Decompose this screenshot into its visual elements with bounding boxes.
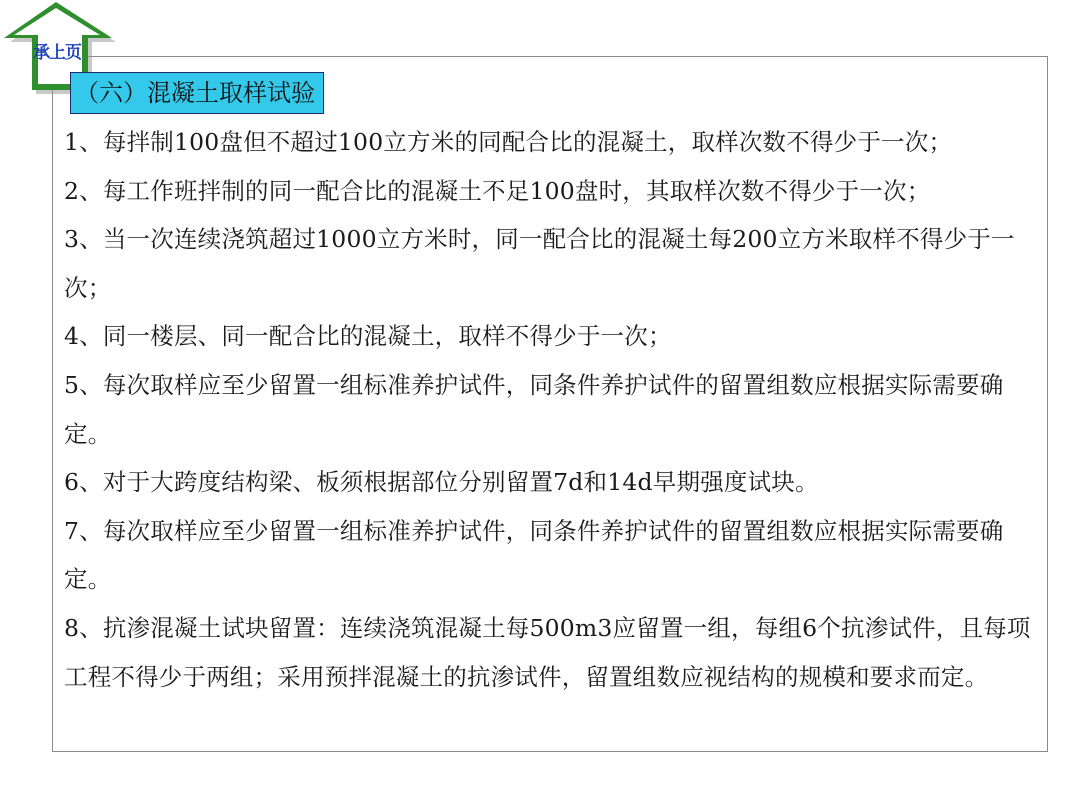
- item-list: [64, 118, 1044, 701]
- prev-page-label: 承上页: [33, 43, 81, 63]
- list-item: 3、当一次连续浇筑超过1000立方米时，同一配合比的混凝土每200立方米取样不得少于一次；: [64, 225, 1015, 302]
- list-item: 4、同一楼层、同一配合比的混凝土，取样不得少于一次；: [64, 322, 672, 351]
- list-item: 6、对于大跨度结构梁、板须根据部位分别留置7d和14d早期强度试块。: [64, 468, 819, 497]
- list-item: 5、每次取样应至少留置一组标准养护试件，同条件养护试件的留置组数应根据实际需要确定。: [64, 370, 1004, 448]
- list-item: 8、抗渗混凝土试块留置：连续浇筑混凝土每500m3应留置一组，每组6个抗渗试件，且每项工程不得少于两组；采用预拌混凝土的抗渗试件，留置组数应视结构的规模和要求而定。: [64, 613, 1031, 691]
- section-title: （六）混凝土取样试验: [70, 72, 324, 114]
- list-item: 2、每工作班拌制的同一配合比的混凝土不足100盘时，其取样次数不得少于一次；: [64, 176, 931, 205]
- list-item: 7、每次取样应至少留置一组标准养护试件，同条件养护试件的留置组数应根据实际需要确定。: [64, 516, 1004, 594]
- list-item: 1、每拌制100盘但不超过100立方米的同配合比的混凝土，取样次数不得少于一次；: [64, 128, 953, 156]
